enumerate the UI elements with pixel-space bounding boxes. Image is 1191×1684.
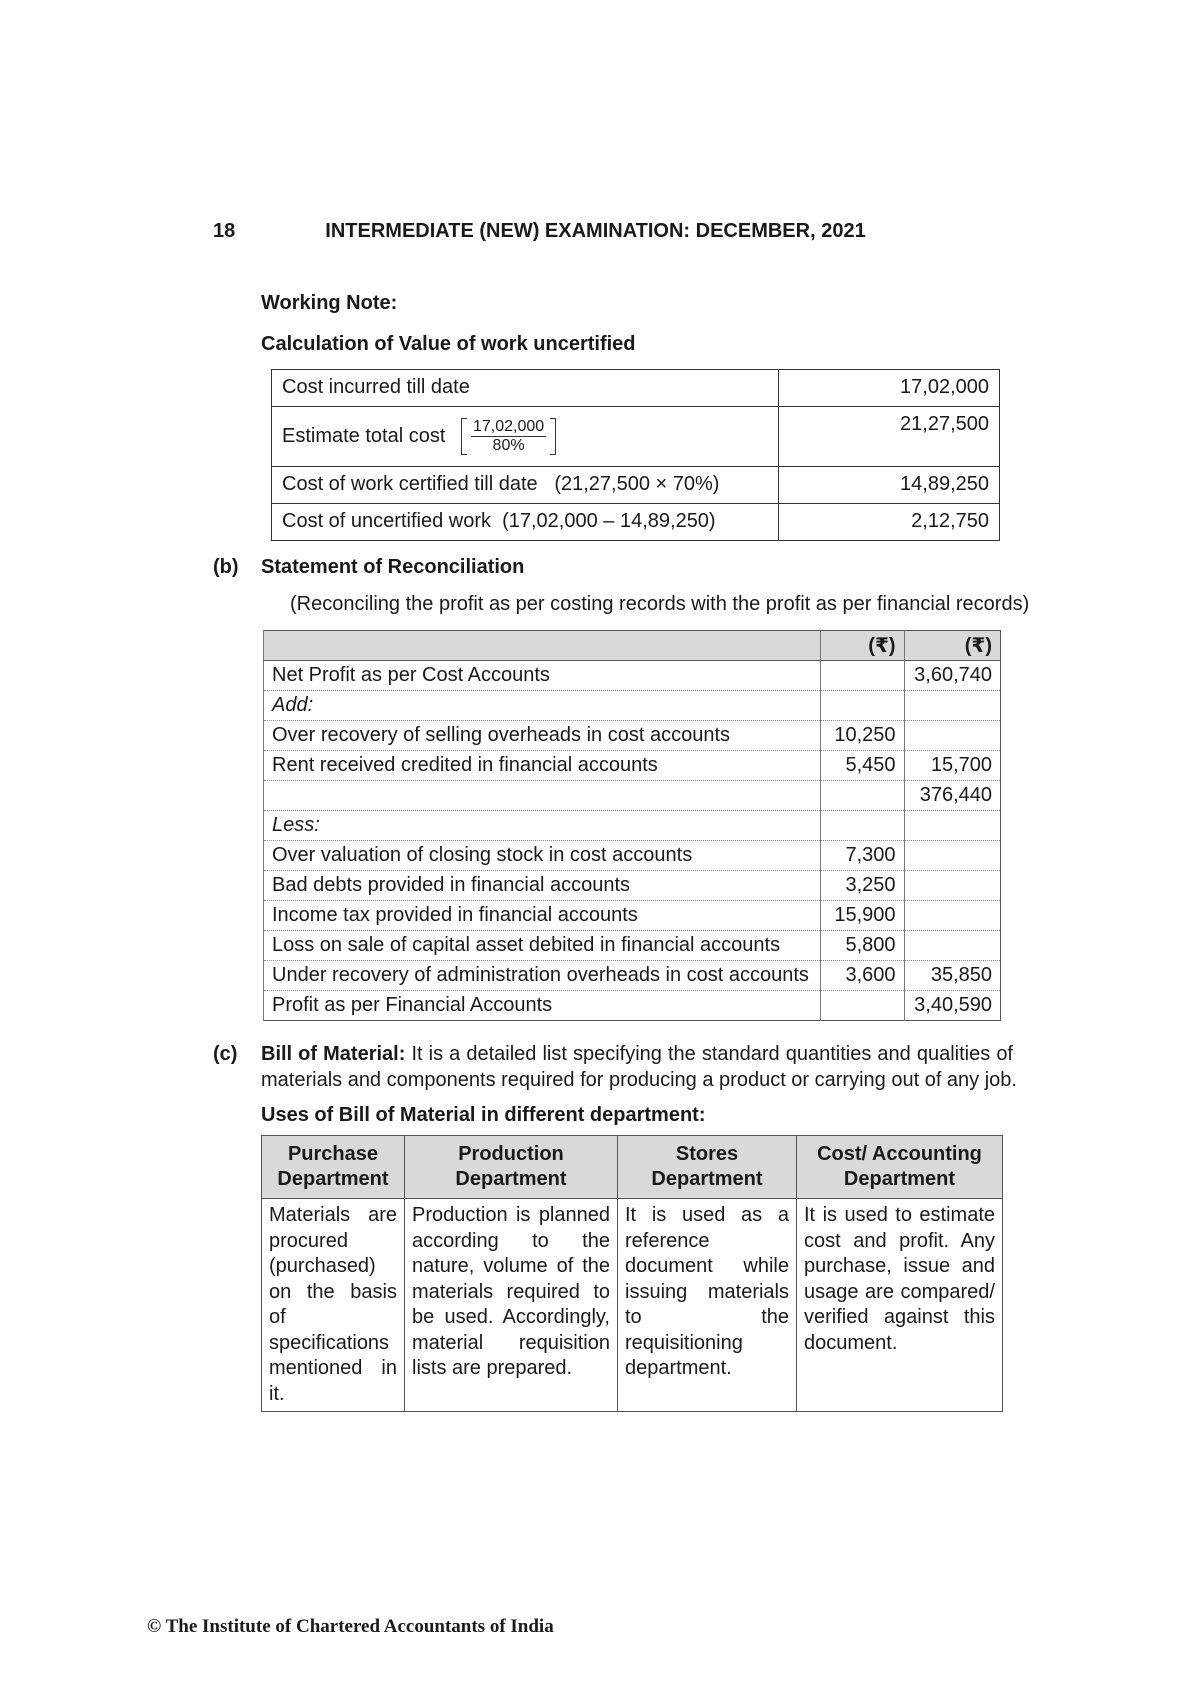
wn-value: 2,12,750 (779, 504, 1000, 541)
column-header-rupee: (₹) (821, 631, 904, 661)
table-row (272, 504, 1000, 541)
table-row (264, 811, 1001, 841)
column-header-purchase: Purchase Department (262, 1136, 405, 1199)
section-b-marker: (b) (213, 556, 239, 578)
row-label: Add: (264, 691, 821, 721)
row-label: Less: (264, 811, 821, 841)
section-c-marker: (c) (213, 1043, 238, 1065)
table-row (262, 1199, 1003, 1412)
wn-value: 14,89,250 (779, 467, 1000, 504)
table-row (272, 370, 1000, 407)
bom-term: Bill of Material: (261, 1043, 406, 1065)
row-total: 15,700 (904, 751, 1000, 781)
fraction-numerator: 17,02,000 (472, 418, 545, 435)
column-header-production: Production Department (405, 1136, 618, 1199)
working-note-subheading: Calculation of Value of work uncertified (261, 333, 636, 355)
column-header-cost-accounting: Cost/ Accounting Department (797, 1136, 1003, 1199)
column-header-stores: Stores Department (618, 1136, 797, 1199)
stores-use-text: It is used as a reference document while issuing materials to the requisitioning department. (618, 1199, 797, 1412)
table-row (264, 931, 1001, 961)
wn-label: Estimate total cost (282, 424, 446, 447)
row-amount (821, 811, 904, 841)
row-label: Loss on sale of capital asset debited in financial accounts (264, 931, 821, 961)
wn-label-cell (272, 407, 779, 467)
wn-label: Cost incurred till date (272, 370, 779, 407)
working-note-table (271, 369, 1000, 541)
bom-definition-line2: materials and components required for producing a product or carrying out of any job. (261, 1069, 1017, 1091)
row-label (264, 781, 821, 811)
row-amount: 5,450 (821, 751, 904, 781)
row-label: Under recovery of administration overheads in cost accounts (264, 961, 821, 991)
page-number: 18 (213, 220, 236, 242)
table-header-row (264, 631, 1001, 661)
table-row (264, 961, 1001, 991)
table-row (264, 871, 1001, 901)
column-header-rupee: (₹) (904, 631, 1000, 661)
table-row (272, 407, 1000, 467)
wn-label: Cost of uncertified work (17,02,000 – 14,89,250) (272, 504, 779, 541)
wn-value: 17,02,000 (779, 370, 1000, 407)
row-total (904, 841, 1000, 871)
bom-uses-heading: Uses of Bill of Material in different department: (261, 1104, 706, 1126)
fraction (461, 418, 556, 455)
row-total (904, 871, 1000, 901)
row-label: Income tax provided in financial accounts (264, 901, 821, 931)
row-amount: 3,250 (821, 871, 904, 901)
row-total: 3,60,740 (904, 661, 1000, 691)
row-total (904, 931, 1000, 961)
row-total: 35,850 (904, 961, 1000, 991)
row-amount: 15,900 (821, 901, 904, 931)
row-amount: 10,250 (821, 721, 904, 751)
wn-label: Cost of work certified till date (21,27,500 × 70%) (272, 467, 779, 504)
production-use-text: Production is planned according to the nature, volume of the materials required to be used. Accordingly, material requisition lists are prepared. (405, 1199, 618, 1412)
reconciliation-heading: Statement of Reconciliation (261, 556, 525, 578)
cost-accounting-use-text: It is used to estimate cost and profit. Any purchase, issue and usage are compared/ verified against this document. (797, 1199, 1003, 1412)
reconciliation-table (263, 630, 1001, 1021)
row-label: Rent received credited in financial accounts (264, 751, 821, 781)
purchase-use-text: Materials are procured (purchased) on the basis of specifications mentioned in it. (262, 1199, 405, 1412)
row-total (904, 901, 1000, 931)
table-row (264, 691, 1001, 721)
row-amount (821, 691, 904, 721)
table-row (264, 721, 1001, 751)
row-label: Net Profit as per Cost Accounts (264, 661, 821, 691)
row-total (904, 721, 1000, 751)
row-label: Bad debts provided in financial accounts (264, 871, 821, 901)
bom-definition-line1 (261, 1043, 1013, 1066)
row-amount (821, 781, 904, 811)
row-label: Profit as per Financial Accounts (264, 991, 821, 1021)
row-total (904, 811, 1000, 841)
table-row (272, 467, 1000, 504)
row-total: 376,440 (904, 781, 1000, 811)
table-row (264, 841, 1001, 871)
row-amount: 3,600 (821, 961, 904, 991)
table-header-row (262, 1136, 1003, 1199)
reconciliation-subtitle: (Reconciling the profit as per costing records with the profit as per financial records) (290, 593, 1030, 615)
row-amount (821, 991, 904, 1021)
row-amount: 5,800 (821, 931, 904, 961)
table-row (264, 751, 1001, 781)
bom-definition-text: It is a detailed list specifying the standard quantities and qualities of (411, 1043, 1013, 1065)
page-header-title: INTERMEDIATE (NEW) EXAMINATION: DECEMBER, 2021 (325, 220, 866, 242)
row-amount: 7,300 (821, 841, 904, 871)
footer-copyright: © The Institute of Chartered Accountants of India (147, 1616, 554, 1637)
table-row (264, 991, 1001, 1021)
bom-uses-table (261, 1135, 1003, 1412)
row-total: 3,40,590 (904, 991, 1000, 1021)
fraction-denominator: 80% (492, 437, 525, 454)
row-total (904, 691, 1000, 721)
wn-value: 21,27,500 (779, 407, 1000, 467)
table-row (264, 901, 1001, 931)
row-amount (821, 661, 904, 691)
row-label: Over valuation of closing stock in cost accounts (264, 841, 821, 871)
working-note-heading: Working Note: (261, 292, 398, 314)
row-label: Over recovery of selling overheads in cost accounts (264, 721, 821, 751)
table-row (264, 661, 1001, 691)
table-row (264, 781, 1001, 811)
